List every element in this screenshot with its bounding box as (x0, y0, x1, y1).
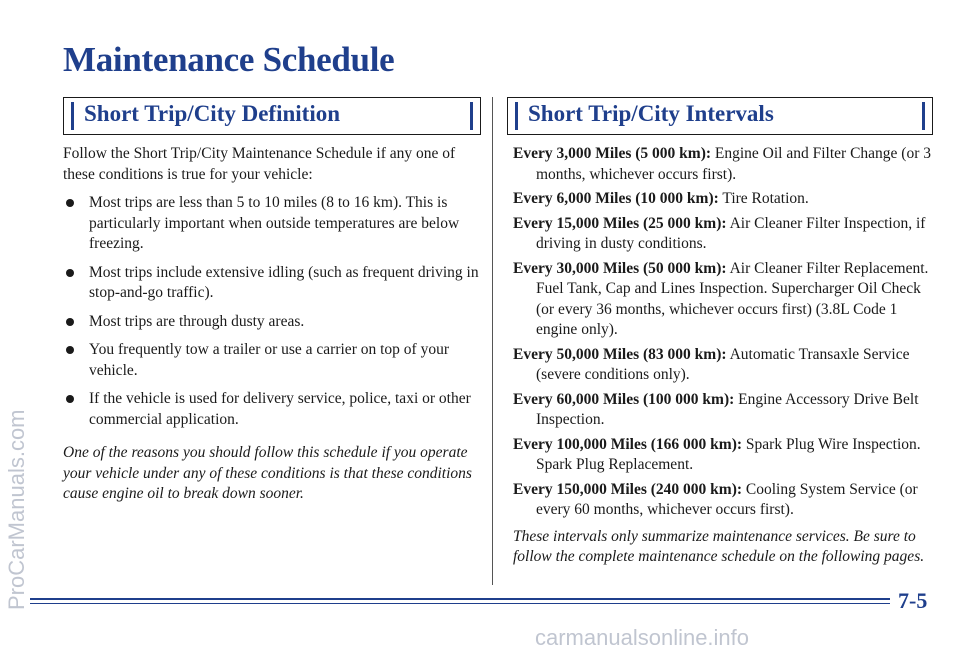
list-item-text: If the vehicle is used for delivery service, police, taxi or other commercial application. (89, 390, 471, 428)
list-item-text: Most trips are less than 5 to 10 miles (8 to 16 km). This is particularly important when outside temperatures are below freezing. (89, 194, 460, 252)
heading-accent-bar (71, 102, 74, 130)
section-heading-label: Short Trip/City Intervals (528, 101, 774, 126)
intervals-note: These intervals only summarize maintenance services. Be sure to follow the complete maintenance schedule on the following pages. (513, 527, 925, 565)
footer-rule (30, 603, 890, 604)
footer-rule (30, 598, 890, 600)
definition-note: One of the reasons you should follow this schedule if you operate your vehicle under any of these conditions is that these conditions cause engine oil to break down sooner. (63, 444, 472, 502)
interval-text: Tire Rotation. (722, 190, 809, 207)
list-item-text: Most trips include extensive idling (such as frequent driving in stop-and-go traffic). (89, 263, 479, 301)
conditions-list (63, 193, 483, 430)
interval-text: Air Cleaner Filter Inspection, if driving in dusty conditions. (536, 214, 926, 252)
interval-mileage: Every 150,000 Miles (240 000 km): (513, 480, 743, 498)
bullet-icon (66, 318, 74, 326)
bullet-icon (66, 346, 74, 354)
page-title: Maintenance Schedule (63, 40, 395, 79)
list-item-text: You frequently tow a trailer or use a carrier on top of your vehicle. (89, 341, 449, 379)
heading-accent-bar (470, 102, 473, 130)
interval-mileage: Every 100,000 Miles (166 000 km): (513, 435, 743, 453)
section-heading-definition (63, 97, 481, 135)
column-divider (492, 97, 493, 585)
heading-accent-bar (922, 102, 925, 130)
section-heading-label: Short Trip/City Definition (84, 101, 340, 126)
interval-item (513, 435, 933, 476)
interval-mileage: Every 30,000 Miles (50 000 km): (513, 259, 727, 277)
bullet-icon (66, 199, 74, 207)
interval-item (513, 390, 933, 431)
list-item (63, 389, 483, 430)
bullet-icon (66, 395, 74, 403)
list-item (63, 312, 483, 333)
interval-text: Automatic Transaxle Service (severe conditions only). (536, 345, 910, 383)
interval-text: Spark Plug Wire Inspection. Spark Plug Replacement. (536, 435, 921, 473)
list-item (63, 193, 483, 255)
interval-item (513, 345, 933, 386)
bullet-icon (66, 269, 74, 277)
definition-column (63, 144, 483, 520)
interval-text: Air Cleaner Filter Replacement. Fuel Tank, Cap and Lines Inspection. Supercharger Oil Check (or every 36 months, whichever occurs first) (3.8L Code 1 engine only). (536, 259, 929, 338)
interval-text: Engine Oil and Filter Change (or 3 months, whichever occurs first). (536, 145, 931, 183)
interval-mileage: Every 60,000 Miles (100 000 km): (513, 390, 735, 408)
list-item-text: Most trips are through dusty areas. (89, 312, 305, 330)
intervals-column (513, 144, 933, 583)
interval-item (513, 480, 933, 521)
interval-mileage: Every 50,000 Miles (83 000 km): (513, 345, 727, 363)
interval-item (513, 189, 933, 210)
page-number: 7-5 (898, 588, 928, 613)
intro-paragraph: Follow the Short Trip/City Maintenance Schedule if any one of these conditions is true for your vehicle: (63, 145, 456, 183)
interval-item (513, 214, 933, 255)
side-watermark: ProCarManuals.com (4, 409, 29, 610)
interval-item (513, 259, 933, 341)
interval-text: Cooling System Service (or every 60 months, whichever occurs first). (536, 480, 918, 518)
section-heading-intervals (507, 97, 933, 135)
bottom-watermark: carmanualsonline.info (535, 625, 750, 650)
interval-item (513, 144, 933, 185)
interval-mileage: Every 6,000 Miles (10 000 km): (513, 190, 719, 207)
interval-text: Engine Accessory Drive Belt Inspection. (536, 390, 919, 428)
list-item (63, 340, 483, 381)
interval-mileage: Every 15,000 Miles (25 000 km): (513, 214, 727, 232)
interval-mileage: Every 3,000 Miles (5 000 km): (513, 145, 712, 162)
list-item (63, 263, 483, 304)
heading-accent-bar (515, 102, 518, 130)
